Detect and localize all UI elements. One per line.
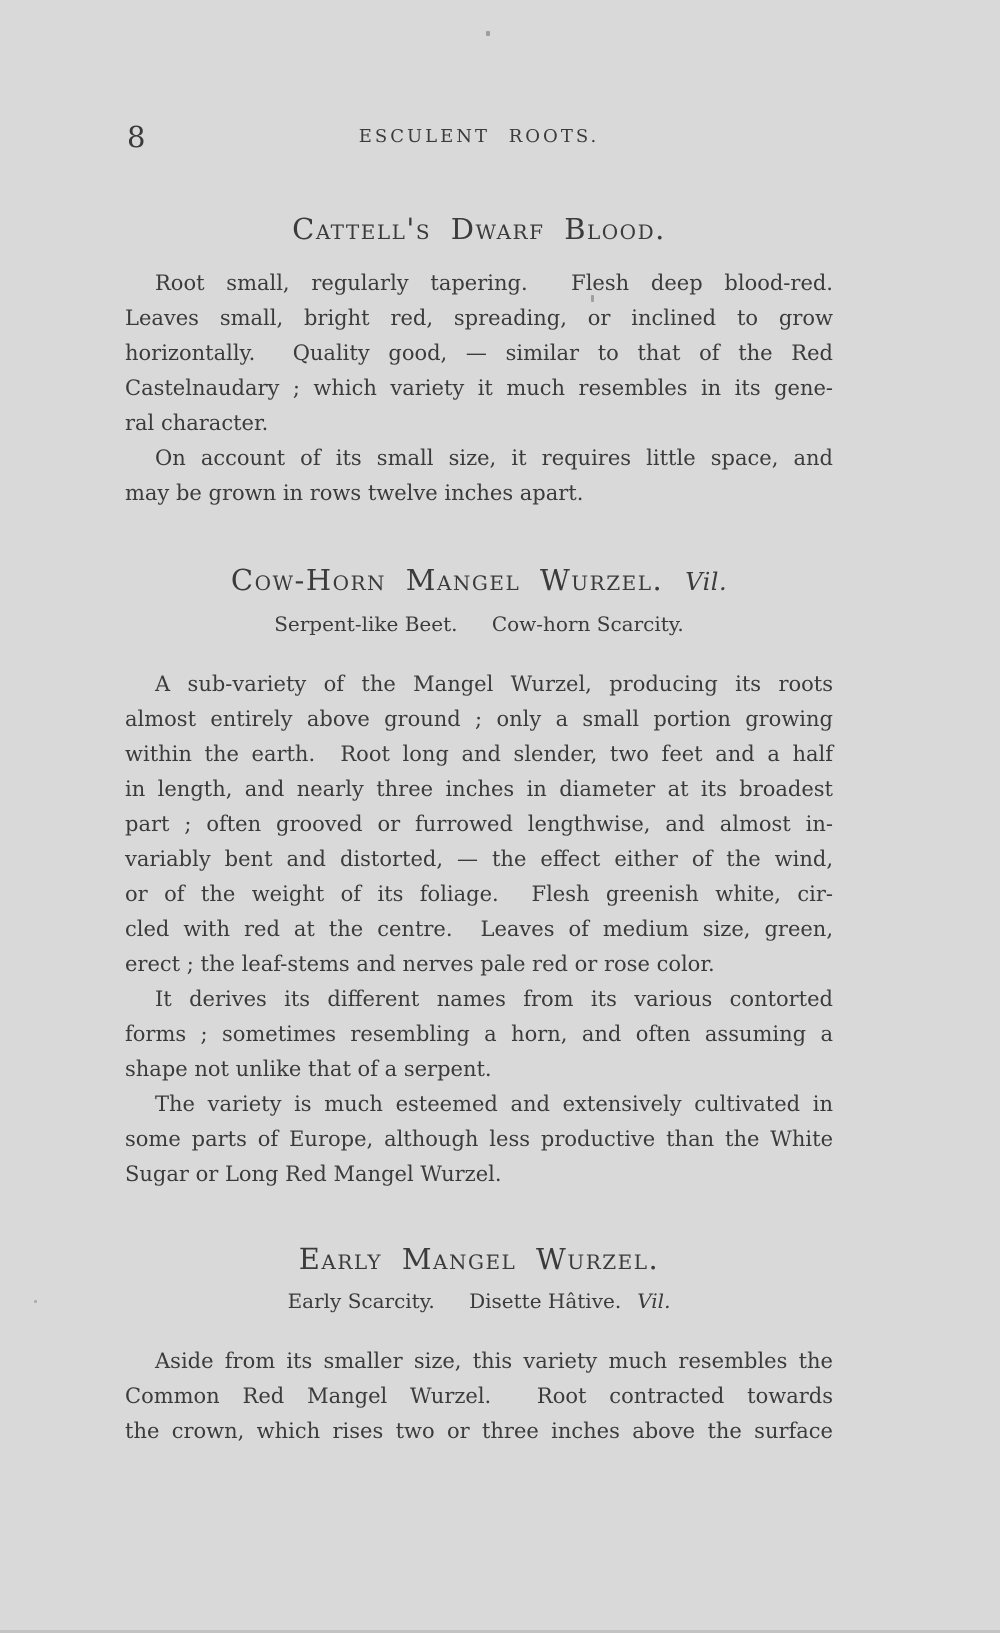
text-line: horizontally. Quality good, — similar to that of the Red: [125, 341, 833, 365]
section-cattells-dwarf-blood: [125, 210, 833, 511]
text-line: Sugar or Long Red Mangel Wurzel.: [125, 1162, 502, 1186]
paragraph: [125, 1087, 833, 1192]
text-line: Leaves small, bright red, spreading, or inclined to grow: [125, 306, 833, 330]
section-heading: [125, 210, 833, 248]
paragraph: [125, 441, 833, 511]
page-header: [125, 120, 833, 154]
scan-speck: [34, 1300, 37, 1303]
text-line: in length, and nearly three inches in diameter at its broadest: [125, 777, 833, 801]
synonym: Disette Hâtive.: [469, 1289, 622, 1313]
text-line: The variety is much esteemed and extensively cultivated in: [155, 1092, 833, 1116]
text-line: erect ; the leaf-stems and nerves pale red or rose color.: [125, 952, 715, 976]
section-heading-authority: Vil.: [685, 568, 728, 596]
text-line: On account of its small size, it requires little space, and: [155, 446, 833, 470]
paragraph: [125, 1344, 833, 1449]
synonym-line: [125, 1286, 833, 1316]
synonym: Cow-horn Scarcity.: [491, 612, 684, 636]
scan-speck: [486, 31, 490, 36]
text-line: Castelnaudary ; which variety it much resembles in its gene-: [125, 376, 833, 400]
text-line: some parts of Europe, although less productive than the White: [125, 1127, 833, 1151]
text-line: Aside from its smaller size, this variety much resembles the: [155, 1349, 833, 1373]
text-line: Common Red Mangel Wurzel. Root contracted towards: [125, 1384, 833, 1408]
paragraph: [125, 667, 833, 982]
scan-speck: [591, 295, 594, 302]
text-line: It derives its different names from its various contorted: [155, 987, 833, 1011]
section-early-mangel-wurzel: [125, 1240, 833, 1449]
synonym-line: [125, 609, 833, 639]
section-heading: [125, 561, 833, 601]
section-cow-horn-mangel-wurzel: [125, 561, 833, 1192]
text-line: ral character.: [125, 411, 269, 435]
page-number: 8: [127, 120, 147, 154]
text-line: may be grown in rows twelve inches apart.: [125, 481, 584, 505]
synonym-authority: Vil.: [637, 1289, 671, 1313]
text-line: Root small, regularly tapering. Flesh deep blood-red.: [155, 271, 833, 295]
running-title: ESCULENT ROOTS.: [358, 126, 600, 147]
text-line: almost entirely above ground ; only a small portion growing: [125, 707, 833, 731]
paragraph: [125, 982, 833, 1087]
page-content: [125, 0, 833, 1449]
text-line: or of the weight of its foliage. Flesh greenish white, cir-: [125, 882, 833, 906]
text-line: part ; often grooved or furrowed lengthwise, and almost in-: [125, 812, 833, 836]
section-heading-text: Early Mangel Wurzel.: [298, 1242, 660, 1276]
text-line: variably bent and distorted, — the effect either of the wind,: [125, 847, 833, 871]
synonym: Early Scarcity.: [287, 1289, 435, 1313]
paragraph: [125, 266, 833, 441]
text-line: forms ; sometimes resembling a horn, and often assuming a: [125, 1022, 833, 1046]
section-heading-text: Cattell's Dwarf Blood.: [292, 212, 666, 246]
text-line: within the earth. Root long and slender, two feet and a half: [125, 742, 833, 766]
text-line: cled with red at the centre. Leaves of medium size, green,: [125, 917, 833, 941]
text-line: shape not unlike that of a serpent.: [125, 1057, 492, 1081]
section-heading: [125, 1240, 833, 1278]
section-heading-text: Cow-Horn Mangel Wurzel.: [230, 563, 664, 597]
synonym: Serpent-like Beet.: [274, 612, 458, 636]
text-line: the crown, which rises two or three inches above the surface: [125, 1419, 833, 1443]
text-line: A sub-variety of the Mangel Wurzel, producing its roots: [155, 672, 833, 696]
